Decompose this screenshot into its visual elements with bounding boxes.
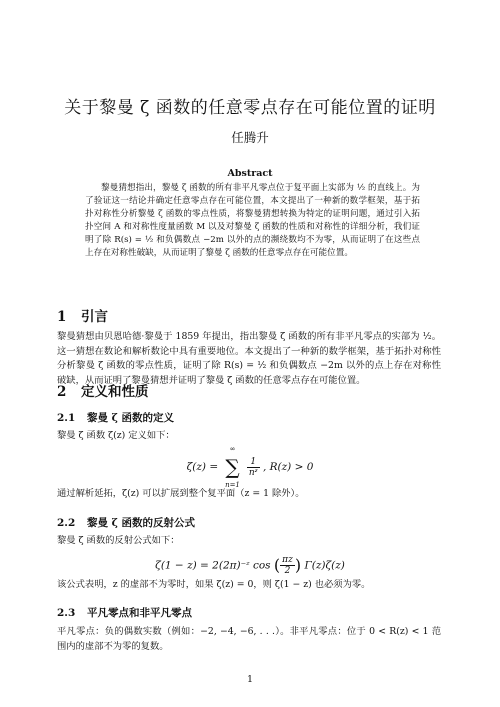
- subsection-title: 黎曼 ζ 函数的反射公式: [87, 517, 196, 529]
- zeros-definition-text: 平凡零点：负的偶数实数（例如：−2, −4, −6, . . .）。非平凡零点：位于 0 < R(z) < 1 范围内的虚部不为零的复数。: [57, 626, 441, 652]
- subsection-heading-zeros: [57, 605, 192, 620]
- reflection-fraction: [280, 555, 295, 576]
- equation-condition: , R(z) > 0: [262, 461, 314, 473]
- subsection-heading-reflection: [57, 515, 195, 530]
- author-name: 任腾升: [231, 130, 269, 145]
- abstract-heading: Abstract: [227, 168, 273, 179]
- subsection-title: 黎曼 ζ 函数的定义: [87, 412, 175, 424]
- fraction-numerator: 1: [247, 457, 260, 468]
- fraction-denominator: nᶻ: [248, 467, 258, 478]
- subsection-number: 2.2: [57, 517, 76, 529]
- reflection-intro: 黎曼 ζ 函数的反射公式如下：: [57, 535, 180, 546]
- equation-lhs: ζ(z) =: [186, 461, 219, 473]
- page-number: 1: [246, 674, 254, 685]
- subsection-number: 2.1: [57, 412, 76, 424]
- section-heading-definitions: [57, 380, 149, 400]
- section-title: 定义和性质: [81, 384, 149, 400]
- reflection-formula-equation: ζ(1 − z) = 2(2π)⁻ᶻ cos ( $\frac{\pi z}{2}$ ) Γ(z)ζ(z): [155, 555, 345, 576]
- fraction-denominator: 2: [284, 566, 291, 576]
- sum-upper-limit: ∞: [229, 445, 236, 453]
- subsection-title: 平凡零点和非平凡零点: [87, 607, 192, 619]
- reflection-lhs: ζ(1 − z) = 2(2π)⁻ᶻ cos: [155, 559, 271, 572]
- section-heading-intro: [57, 305, 108, 325]
- zeta-definition-equation: [0, 445, 500, 489]
- summation-operator: [221, 445, 243, 489]
- paper-title: 关于黎曼 ζ 函数的任意零点存在可能位置的证明: [64, 98, 436, 118]
- reflection-explanation: 该公式表明，z 的虚部不为零时，如果 ζ(z) = 0，则 ζ(1 − z) 也必须为零。: [57, 579, 371, 590]
- section-number: 1: [57, 309, 67, 325]
- sum-lower-limit: n=1: [225, 481, 240, 489]
- definition-intro: 黎曼 ζ 函数 ζ(z) 定义如下：: [57, 430, 175, 441]
- equation-fraction: [247, 457, 260, 478]
- abstract-text: 黎曼猜想指出，黎曼 ζ 函数的所有非平凡零点位于复平面上实部为 ½ 的直线上。为了验证这一结论并确定任意零点存在可能位置，本文提出了一种新的数学框架，基于拓扑对称性分析黎曼 ζ 函数的零点性质，将黎曼猜想转换为特定的证明问题，通过引入拓扑空间 A 和对称性度量函数 M 以及对黎曼 ζ 函数的性质和对称性的详细分析，我们证明了除 R(s) = ½ 和负偶数点 −2m 以外的点的濒绕数均不为零，从而证明了在这些点上存在对称性破缺，从而证明了黎曼 ζ 函数的任意零点存在可能位置。: [85, 183, 420, 258]
- section-intro-text: 黎曼猜想由贝恩哈德·黎曼于 1859 年提出，指出黎曼 ζ 函数的所有非平凡零点的实部为 ½。这一猜想在数论和解析数论中具有重要地位。本文提出了一种新的数学框架，基于拓扑对称性分析黎曼 ζ 函数的零点性质，证明了除 R(s) = ½ 和负偶数点 −2m 以外的点上存在对称性破缺，从而证明了黎曼猜想并证明了黎曼 ζ 函数的任意零点存在可能位置。: [57, 331, 441, 386]
- section-number: 2: [57, 384, 67, 400]
- analytic-continuation-text: 通过解析延拓，ζ(z) 可以扩展到整个复平面（z = 1 除外）。: [57, 488, 305, 499]
- section-title: 引言: [81, 309, 108, 325]
- reflection-rhs: Γ(z)ζ(z): [304, 559, 345, 572]
- subsection-heading-definition: [57, 410, 174, 425]
- sum-symbol: ∑: [225, 455, 240, 479]
- subsection-number: 2.3: [57, 607, 76, 619]
- fraction-numerator: πz: [282, 555, 293, 565]
